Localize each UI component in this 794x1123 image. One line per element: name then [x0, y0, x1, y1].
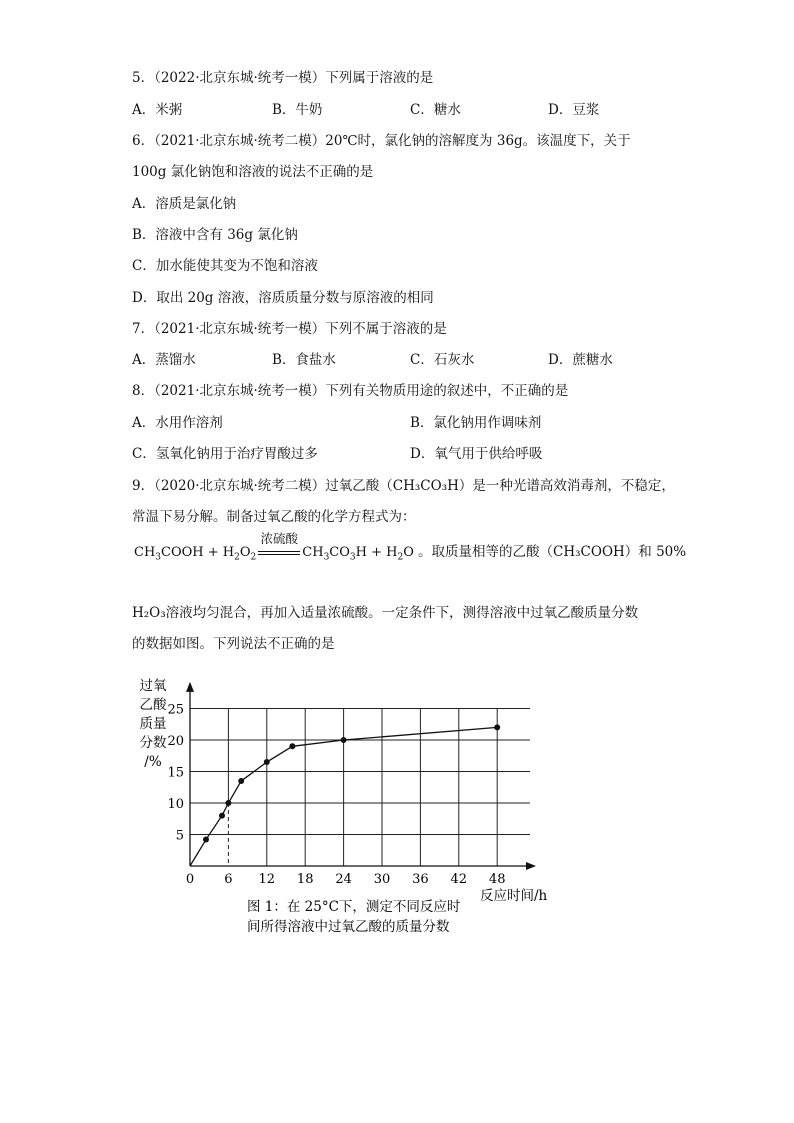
q6-option-a: A．溶质是氯化钠 [132, 196, 237, 212]
eq-catalyst: 浓硫酸 [260, 531, 299, 546]
y-tick-label-25: 25 [167, 702, 184, 718]
q9-stem-line2: 常温下易分解。制备过氧乙酸的化学方程式为： [132, 509, 416, 525]
q6-stem-line1: 6．（2021·北京东城·统考二模）20℃时，氯化钠的溶解度为 36g。该温度下，关于 [132, 133, 631, 149]
data-point-4 [238, 778, 244, 784]
q9-stem-line3: H₂O₃溶液均匀混合，再加入适量浓硫酸。一定条件下，测得溶液中过氧乙酸质量分数 [132, 605, 639, 621]
q8-stem: 8．（2021·北京东城·统考一模）下列有关物质用途的叙述中，不正确的是 [132, 383, 569, 399]
q6-option-b: B．溶液中含有 36g 氯化钠 [132, 227, 298, 243]
y-axis-label-line-3: 质量 [139, 716, 167, 732]
eq-tail: 。取质量相等的乙酸（CH₃COOH）和 50% [418, 544, 687, 560]
y-tick-label-20: 20 [167, 734, 184, 749]
x-tick-label-0: 0 [185, 872, 195, 887]
eq-products: $CH_3CO_3H + H_2O$ [302, 545, 414, 563]
x-tick-label-36: 36 [412, 872, 429, 887]
data-point-6 [289, 743, 295, 749]
eq-reactants: $CH_3COOH + H_2O_2$ [134, 545, 257, 563]
data-point-1 [203, 837, 209, 843]
q5-option-c: C．糖水 [410, 102, 461, 118]
q6-stem-line2: 100g 氯化钠饱和溶液的说法不正确的是 [132, 164, 374, 180]
q6-option-d: D．取出 20g 溶液，溶质质量分数与原溶液的相同 [132, 290, 434, 306]
x-tick-label-30: 30 [373, 872, 391, 887]
q5-option-d: D．豆浆 [548, 102, 600, 118]
y-axis-label-line-1: 过氧 [139, 678, 167, 694]
q8-option-a: A．水用作溶剂 [132, 415, 223, 431]
chart-caption-line-1: 图 1：在 25°C下，测定不同反应时 [247, 899, 461, 915]
q8-option-d: D．氧气用于供给呼吸 [410, 446, 543, 462]
chart-series [190, 724, 500, 866]
y-tick-label-10: 10 [167, 797, 184, 812]
q8-option-c: C．氢氧化钠用于治疗胃酸过多 [132, 446, 318, 462]
chart-caption-line-2: 间所得溶液中过氧乙酸的质量分数 [247, 919, 450, 935]
y-tick-label-5: 5 [175, 828, 184, 844]
q7-option-d: D．蔗糖水 [548, 352, 613, 368]
q5-option-a: A．米粥 [132, 102, 183, 118]
data-point-5 [264, 759, 270, 765]
q7-option-b: B．食盐水 [272, 352, 336, 368]
x-tick-label-48: 48 [488, 872, 506, 887]
y-axis-label-line-4: 分数 [139, 735, 167, 751]
y-axis-label-line-2: 乙酸 [139, 697, 167, 713]
data-point-3 [225, 800, 231, 806]
x-tick-label-6: 6 [224, 872, 233, 887]
data-point-8 [494, 724, 500, 730]
q7-option-c: C．石灰水 [410, 352, 475, 368]
x-tick-label-42: 42 [450, 872, 468, 887]
q7-stem: 7．（2021·北京东城·统考一模）下列不属于溶液的是 [132, 321, 447, 337]
q9-stem-line4: 的数据如图。下列说法不正确的是 [132, 636, 335, 652]
x-tick-label-24: 24 [335, 872, 352, 887]
x-tick-label-12: 12 [258, 872, 276, 887]
x-axis-arrow [526, 862, 536, 870]
chart-ticks [167, 703, 505, 888]
y-axis-arrow [186, 682, 194, 692]
q6-option-c: C．加水能使其变为不饱和溶液 [132, 258, 318, 274]
x-axis-label: 反应时间/h [480, 888, 548, 904]
q5-option-b: B．牛奶 [272, 102, 323, 118]
x-tick-label-18: 18 [296, 872, 314, 887]
chart-grid [190, 709, 530, 867]
y-tick-label-15: 15 [167, 765, 184, 781]
data-point-2 [219, 813, 225, 819]
chart-axes [186, 682, 536, 870]
y-axis-label-line-5: /% [144, 754, 162, 770]
q5-stem: 5．（2022·北京东城·统考一模）下列属于溶液的是 [132, 70, 434, 86]
q9-stem-line1: 9．（2020·北京东城·统考二模）过氧乙酸（CH₃CO₃H）是一种光谱高效消毒剂，不稳定， [132, 478, 675, 494]
q7-option-a: A．蒸馏水 [132, 352, 196, 368]
q8-option-b: B．氯化钠用作调味剂 [410, 415, 542, 431]
data-point-7 [341, 737, 347, 743]
